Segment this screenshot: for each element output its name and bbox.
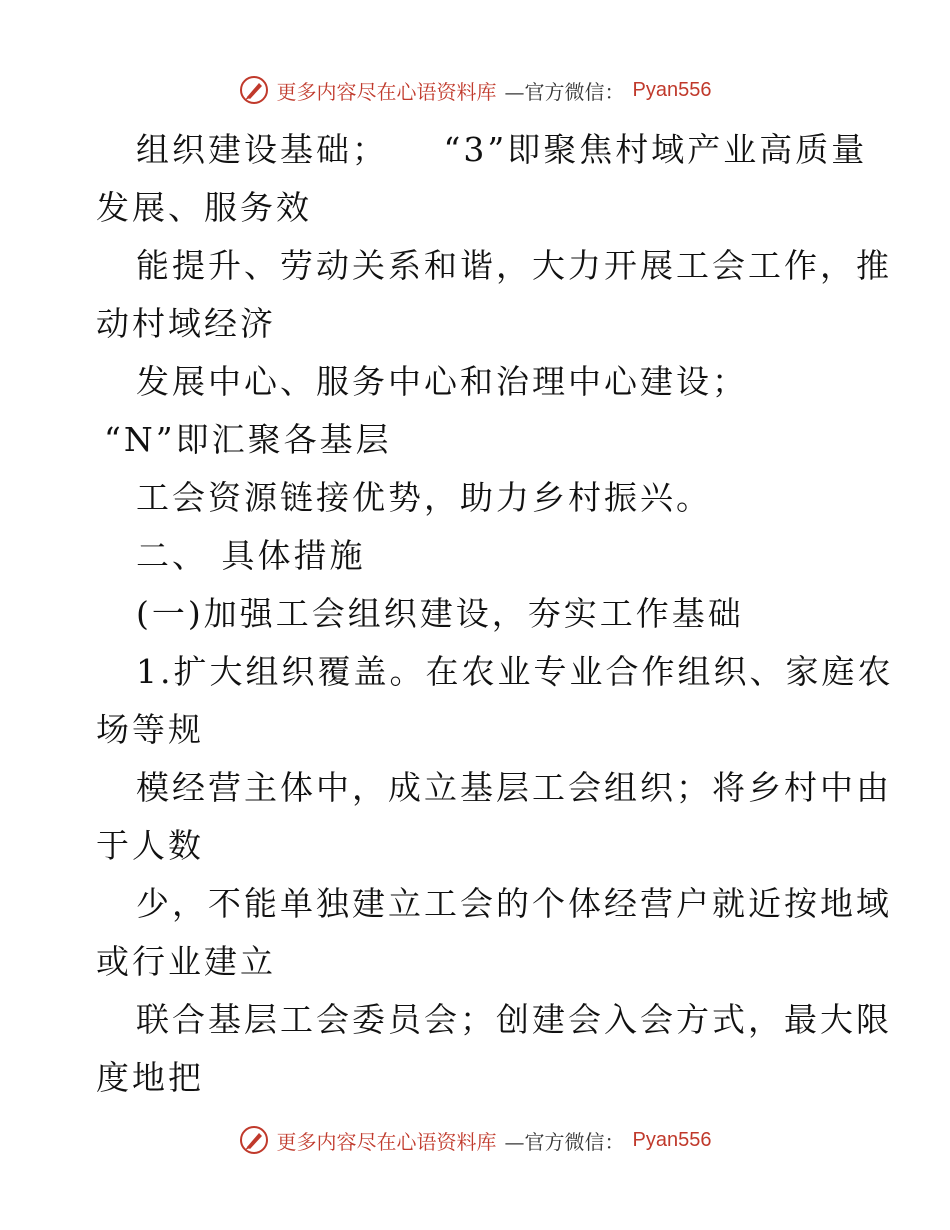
section-heading: 二、 具体措施 — [136, 536, 366, 575]
text-line: 模经营主体中，成立基层工会组织；将乡村中由 — [136, 768, 892, 807]
text-line: 少，不能单独建立工会的个体经营户就近按地域 — [136, 884, 892, 923]
banner-text-main: 更多内容尽在心语资料库 — [276, 1129, 497, 1154]
text-line: 组织建设基础； “3”即聚焦村域产业高质量 — [136, 130, 868, 169]
text-line: 工会资源链接优势，助力乡村振兴。 — [136, 478, 712, 517]
text-line: 动村域经济 — [96, 304, 276, 343]
text-line: 度地把 — [96, 1058, 204, 1097]
text-line: 发展、服务效 — [96, 188, 312, 227]
banner-text-wechat-id: Pyan556 — [632, 78, 712, 101]
text-line: 场等规 — [96, 710, 204, 749]
text-line: 于人数 — [96, 826, 204, 865]
subsection-heading: (一)加强工会组织建设，夯实工作基础 — [136, 594, 744, 633]
text-line: 发展中心、服务中心和治理中心建设； — [136, 362, 748, 401]
banner-text-main: 更多内容尽在心语资料库 — [276, 79, 497, 104]
text-line: 或行业建立 — [96, 942, 276, 981]
banner-text-wechat-label: —官方微信： — [504, 1129, 625, 1154]
header-watermark-banner — [0, 70, 950, 110]
banner-text-wechat-label: —官方微信： — [504, 79, 625, 104]
text-line: 能提升、劳动关系和谐，大力开展工会工作，推 — [136, 246, 892, 285]
pen-logo-icon — [239, 1125, 269, 1155]
footer-watermark-banner — [0, 1120, 950, 1160]
text-line: 联合基层工会委员会；创建会入会方式，最大限 — [136, 1000, 892, 1039]
banner-text-wechat-id: Pyan556 — [632, 1128, 712, 1151]
text-line: 1.扩大组织覆盖。在农业专业合作组织、家庭农 — [136, 652, 894, 691]
text-line: “N”即汇聚各基层 — [104, 420, 392, 459]
pen-logo-icon — [239, 75, 269, 105]
